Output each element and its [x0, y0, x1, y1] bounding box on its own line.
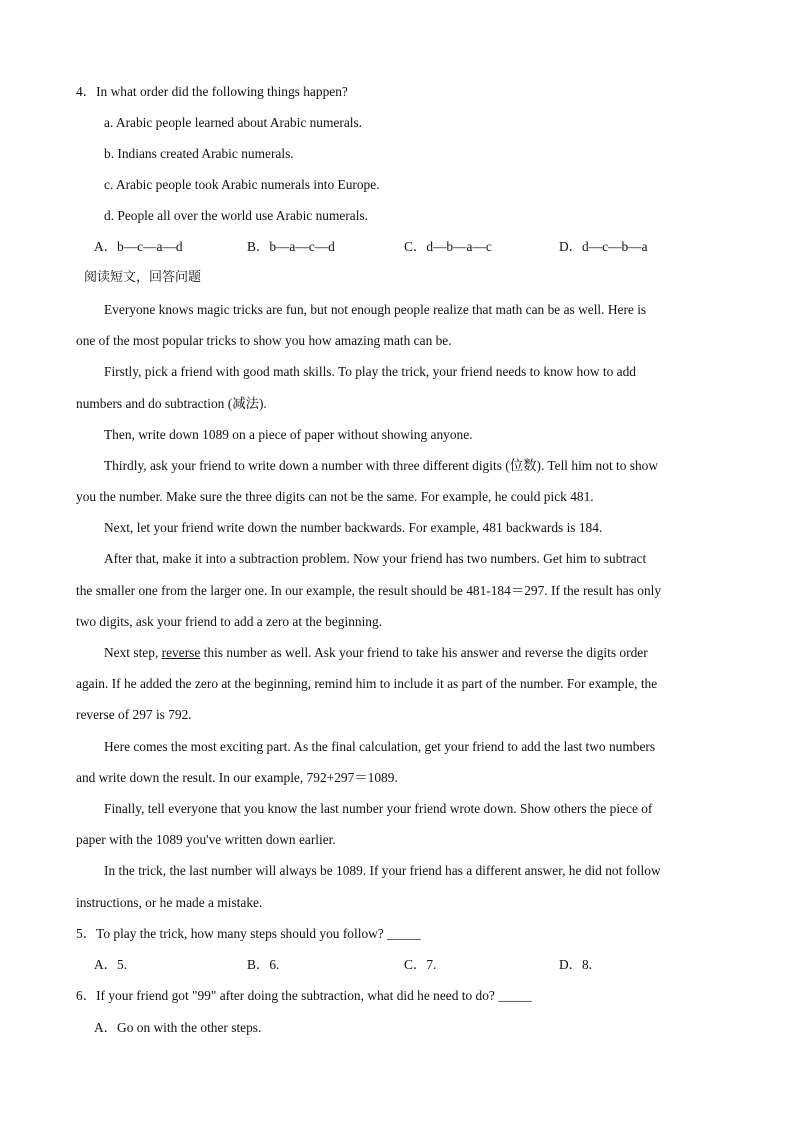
underlined-word-reverse: reverse [161, 645, 201, 660]
passage-line: numbers and do subtraction (减法). [76, 396, 267, 411]
passage-text: this number as well. Ask your friend to take his answer and reverse the digits order [200, 645, 648, 660]
passage-line: again. If he added the zero at the beginning, remind him to include it as part of the number. For example, the [76, 676, 658, 691]
question-5-option-b: B．6. [247, 957, 280, 972]
question-4-item-d: d. People all over the world use Arabic numerals. [104, 208, 369, 223]
question-5-option-a: A．5. [94, 957, 128, 972]
passage-line: and write down the result. In our example, 792+297＝1089. [76, 770, 398, 785]
passage-line: Next, let your friend write down the number backwards. For example, 481 backwards is 184. [104, 520, 603, 535]
passage-line: Finally, tell everyone that you know the last number your friend wrote down. Show others the piece of [104, 801, 653, 816]
question-6-option-a: A．Go on with the other steps. [94, 1020, 262, 1035]
passage-line: Thirdly, ask your friend to write down a number with three different digits (位数). Tell him not to show [104, 458, 659, 473]
passage-line: Firstly, pick a friend with good math skills. To play the trick, your friend needs to know how to add [104, 364, 637, 379]
passage-line: Everyone knows magic tricks are fun, but not enough people realize that math can be as well. Here is [104, 302, 647, 317]
question-4-item-a: a. Arabic people learned about Arabic numerals. [104, 115, 363, 130]
passage-line: two digits, ask your friend to add a zero at the beginning. [76, 614, 383, 629]
question-4-item-c: c. Arabic people took Arabic numerals into Europe. [104, 177, 380, 192]
question-5-option-d: D．8. [559, 957, 593, 972]
passage-line: reverse of 297 is 792. [76, 707, 192, 722]
question-4-option-d: D．d—c—b—a [559, 239, 648, 254]
passage-line: you the number. Make sure the three digits can not be the same. For example, he could pick 481. [76, 489, 594, 504]
passage-line: After that, make it into a subtraction problem. Now your friend has two numbers. Get him to subtract [104, 551, 647, 566]
passage-line: paper with the 1089 you've written down earlier. [76, 832, 336, 847]
passage-line: instructions, or he made a mistake. [76, 895, 263, 910]
question-4-stem: 4．In what order did the following things happen? [76, 84, 348, 99]
question-5-option-c: C．7. [404, 957, 437, 972]
passage-line: Then, write down 1089 on a piece of paper without showing anyone. [104, 427, 473, 442]
passage-line: one of the most popular tricks to show you how amazing math can be. [76, 333, 452, 348]
passage-line: the smaller one from the larger one. In our example, the result should be 481-184＝297. If the result has only [76, 583, 662, 598]
question-4-option-a: A．b—c—a—d [94, 239, 183, 254]
passage-line [104, 644, 648, 662]
section-heading: 阅读短文，回答问题 [84, 270, 202, 285]
passage-line: In the trick, the last number will always be 1089. If your friend has a different answer, he did not follow [104, 863, 661, 878]
question-6-stem: 6．If your friend got "99" after doing the subtraction, what did he need to do? _____ [76, 988, 532, 1003]
question-4-option-b: B．b—a—c—d [247, 239, 335, 254]
passage-text: Next step, [104, 645, 162, 660]
passage-line: Here comes the most exciting part. As the final calculation, get your friend to add the last two numbers [104, 739, 656, 754]
question-4-option-c: C．d—b—a—c [404, 239, 492, 254]
question-4-item-b: b. Indians created Arabic numerals. [104, 146, 294, 161]
question-5-stem: 5．To play the trick, how many steps should you follow? _____ [76, 926, 421, 941]
